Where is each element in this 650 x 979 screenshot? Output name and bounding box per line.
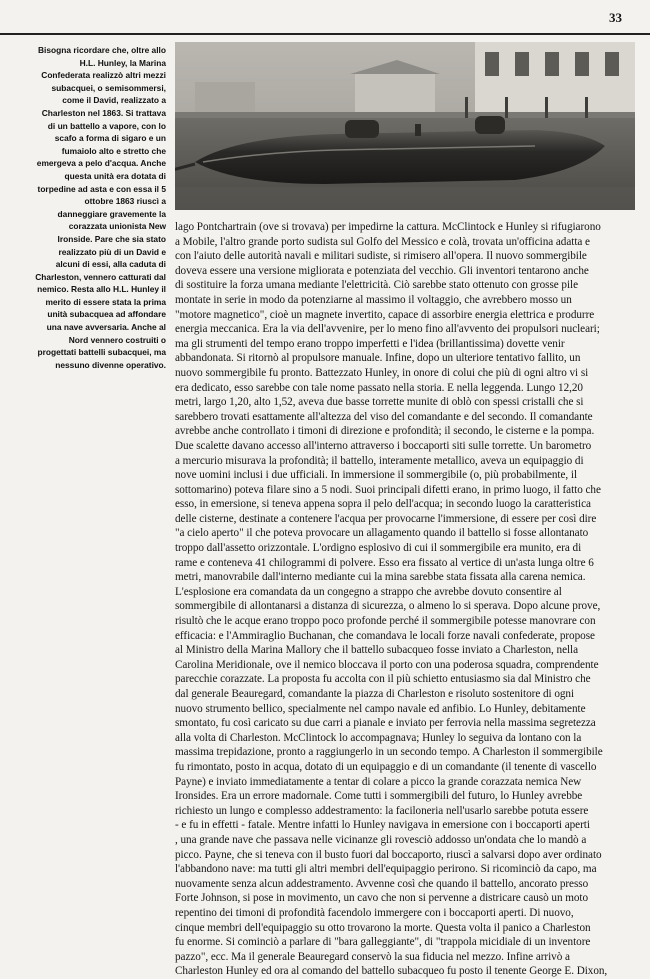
body-line: avrebbe anche controllato i timoni di direzione e profondità; il secondo, le cisterne e la pompa. [175,425,595,438]
body-line: delle cisterne, destinate a contenere l'acqua per provocarne l'immersione, di essere per così dire [175,512,597,525]
body-line: massima trepidazione, pronto a raggiungerlo in un secondo tempo. A Charleston il sommergibile [175,746,603,759]
body-line: Carolina Meridionale, ove il nemico bloccava il porto con una poderosa squadra, comprendente [175,658,599,671]
body-line: troppo dall'assetto orizzontale. L'ordigno esplosivo di cui il sommergibile era munito, era di [175,542,582,555]
body-line: abbandonata. Si ritornò al propulsore manuale. Infine, dopo un ulteriore tentativo fallito, un [175,352,581,365]
body-line: cinque membri dell'equipaggio su otto trovarono la morte. Questa volta il panico a Charleston [175,921,591,934]
sidebar-line: di un battello a vapore, con lo [47,120,166,131]
sidebar-line: nemico. Resta allo H.L. Hunley il [37,284,166,295]
body-line: fu rimontato, posto in acqua, dotato di un equipaggio e di un comandante (il tenente di vascello [175,760,597,773]
body-line: Due scalette davano accesso all'interno attraverso i boccaporti siti sulle torrette. Un barometro [175,439,592,452]
body-line: L'esplosione era comandata da un congegno a strappo che avrebbe dovuto consentire al [175,585,562,598]
body-line: l'abbandono nave: ma tutti gli altri membri dell'equipaggio perirono. Si ricominciò da capo, ma [175,863,597,876]
sidebar-line: come il David, realizzato a [62,95,166,106]
body-line: Payne) e inviato immediatamente a tentar di colare a picco la grande corazzata nemica New [175,775,582,788]
body-line: "motore magnetico", cioè un magnete invertito, capace di assorbire energia elettrica e produrre [175,308,595,321]
sidebar-line: subacquei, o semisommersi, [51,82,166,93]
body-line: nuovamente senza alcun addestramento. Avvenne così che quando il battello, ancorato presso [175,877,589,890]
sidebar-line: scafo a forma di sigaro e un [54,133,166,144]
sidebar-line: realizzato più di un David e [58,246,166,257]
sidebar-line: H.L. Hunley, la Marina [79,57,166,68]
body-line: a Mobile, l'altro grande porto sudista sul Golfo del Messico e colà, trovata un'officina adatta e [175,235,590,248]
body-line: picco. Payne, che si teneva con il busto fuori dal boccaporto, riuscì a salvarsi dopo aver ordinato [175,848,602,861]
sidebar-line: Nord vennero costruiti o [68,334,166,345]
body-text [175,220,639,979]
body-line: "a cielo aperto" il che poteva provocare un allagamento quando il battello si fosse allontanato [175,527,589,540]
sidebar-line: emergeva a pelo d'acqua. Anche [36,158,166,169]
sidebar-line: corazzata unionista New [68,221,166,232]
body-line: ma gli strumenti del tempo erano troppo imperfetti e l'idea (brillantissima) dovette venir [175,337,565,350]
sidebar-line: questa unità era dotata di [64,170,166,181]
body-line: richiesto un lungo e complesso addestramento: la faciloneria nell'usarlo sarebbe potuta essere [175,804,589,817]
sidebar-line: alcuni di essi, alla caduta di [55,259,166,270]
body-line: rame e conteneva 41 chilogrammi di polvere. Esso era fissato al vertice di un'asta lunga oltre 6 [175,556,594,569]
body-line: energia meccanica. Era la via dell'avvenire, per lo meno fino all'avvento dei propulsori nucleari; [175,323,600,336]
body-line: metri, largo 1,20, alto 1,52, aveva due basse torrette munite di oblò con spessi cristalli che si [175,396,584,409]
sidebar-line: Confederata realizzò altri mezzi [41,70,166,81]
body-line: Ironsides. Era un errore madornale. Come tutti i sommergibili del futuro, lo Hunley avrebbe [175,790,583,803]
sidebar-caption [14,44,166,371]
sidebar-line: Bisogna ricordare che, oltre allo [38,45,166,55]
body-line: sarebbero trovati esattamente all'altezza del viso del comandante e del secondo. Il comandante [175,410,593,423]
body-line: esso, in emersione, si teneva appena sopra il pelo dell'acqua; in secondo luogo la caratteristica [175,498,591,511]
sidebar-line: Ironside. Pare che sia stato [57,233,166,244]
body-line: era dedicato, esso sarebbe con tale nome passato nella storia. E nella leggenda. Lungo 12,20 [175,381,583,394]
sidebar-line: ottobre 1863 riuscì a [84,196,166,207]
body-line: a mercurio misurava la profondità; il battello, interamente metallico, aveva un equipaggio di [175,454,584,467]
body-line: con l'aiuto delle autorità navali e militari sudiste, si rimisero all'opera. Il nuovo sommergibile [175,250,587,263]
page-number: 33 [609,10,622,25]
body-line: sottomarino) poteva filare sino a 5 nodi. Suoi principali difetti erano, in primo luogo, il fatto che [175,483,601,496]
header-rule [0,33,650,35]
body-line: repentino dei timoni di profondità facendolo immergere con i boccaporti aperti. Di nuovo, [175,906,574,919]
body-line: parecchie corazzate. La proposta fu accolta con il più schietto entusiasmo sia dal Ministro che [175,673,591,686]
sidebar-line: nessuno divenne operativo. [55,359,166,370]
body-line: , una grande nave che passava nelle vicinanze gli rovesciò addosso un'ondata che lo mandò a [175,833,587,846]
body-line: metri, manovrabile dall'interno mediante cui la mina sarebbe stata fissata alla carena nemica. [175,571,586,584]
body-line: nove uomini inclusi i due ufficiali. In immersione il sommergibile (o, più probabilmente, il [175,469,578,482]
body-line: lago Pontchartrain (ove si trovava) per impedirne la cattura. McClintock e Hunley si rifugiarono [175,221,601,233]
sidebar-line: una nave avversaria. Anche al [46,322,166,333]
body-line: nuovo sommergibile fu pronto. Battezzato Hunley, in onore di colui che più di ogni altro vi si [175,366,589,379]
body-line: Charleston Hunley ed ora al comando del battello subacqueo fu posto il tenente George E. Dixon, [175,965,608,978]
body-line: doveva essere una versione migliorata e potenziata del vecchio. Gli inventori tentarono anche [175,264,589,277]
body-line: nuovo strumento bellico, specialmente nel campo navale ed anfibio. Lo Hunley, debitamente [175,702,586,715]
sidebar-line: Charleston nel 1863. Si trattava [41,107,166,118]
body-line: alla volta di Charleston. McClintock lo accompagnava; Hunley lo seguiva da lontano con la [175,731,582,744]
sidebar-line: progettati battelli subacquei, ma [37,347,166,358]
body-line: - e fu in effetti - fatale. Mentre infatti lo Hunley navigava in emersione con i boccaporti aperti [175,819,590,832]
body-line: di sostituire la forza umana mediante l'elettricità. Ciò sarebbe stato ottenuto con grosse pile [175,279,578,292]
body-line: smontato, fu così caricato su due carri a pianale e inviato per ferrovia nella massima segretezza [175,717,596,730]
sidebar-line: danneggiare gravemente la [57,208,166,219]
body-line: pazzo", ecc. Ma il generale Beauregard conservò la sua fiducia nel mezzo. Infine arrivò a [175,950,570,963]
body-line: Forte Johnson, si pose in movimento, un cavo che non si pervenne a districare causò un moto [175,892,589,905]
body-line: efficacia: e l'Ammiraglio Buchanan, che comandava le locali forze navali confederate, propose [175,629,595,642]
body-line: sommergibile di allontanarsi a distanza di sicurezza, o almeno lo si sperava. Dopo alcune prove, [175,600,601,613]
body-line: fu enorme. Si cominciò a parlare di "bara galleggiante", di "trappola micidiale di un inventore [175,936,591,949]
sidebar-line: fumaiolo alto e stretto che [61,145,166,156]
photo-submarine [175,42,635,210]
sidebar-line: merito di essere stata la prima [45,296,166,307]
sidebar-line: Charleston, vennero catturati dal [35,271,166,282]
body-line: dal generale Beauregard, comandante la piazza di Charleston e risoluto sostenitore di ogni [175,688,575,700]
body-line: risultò che le acque erano troppo poco profonde perché il sommergibile potesse manovrare con [175,615,596,628]
body-line: al Ministro della Marina Mallory che il battello subacqueo fosse inviato a Charleston, nella [175,644,579,657]
sidebar-line: unità subacquea ad affondare [47,309,166,320]
sidebar-line: torpedine ad asta e con essa il 5 [37,183,166,194]
body-line: montate in serie in modo da potenziarne al massimo il voltaggio, che avrebbero mosso un [175,293,572,306]
